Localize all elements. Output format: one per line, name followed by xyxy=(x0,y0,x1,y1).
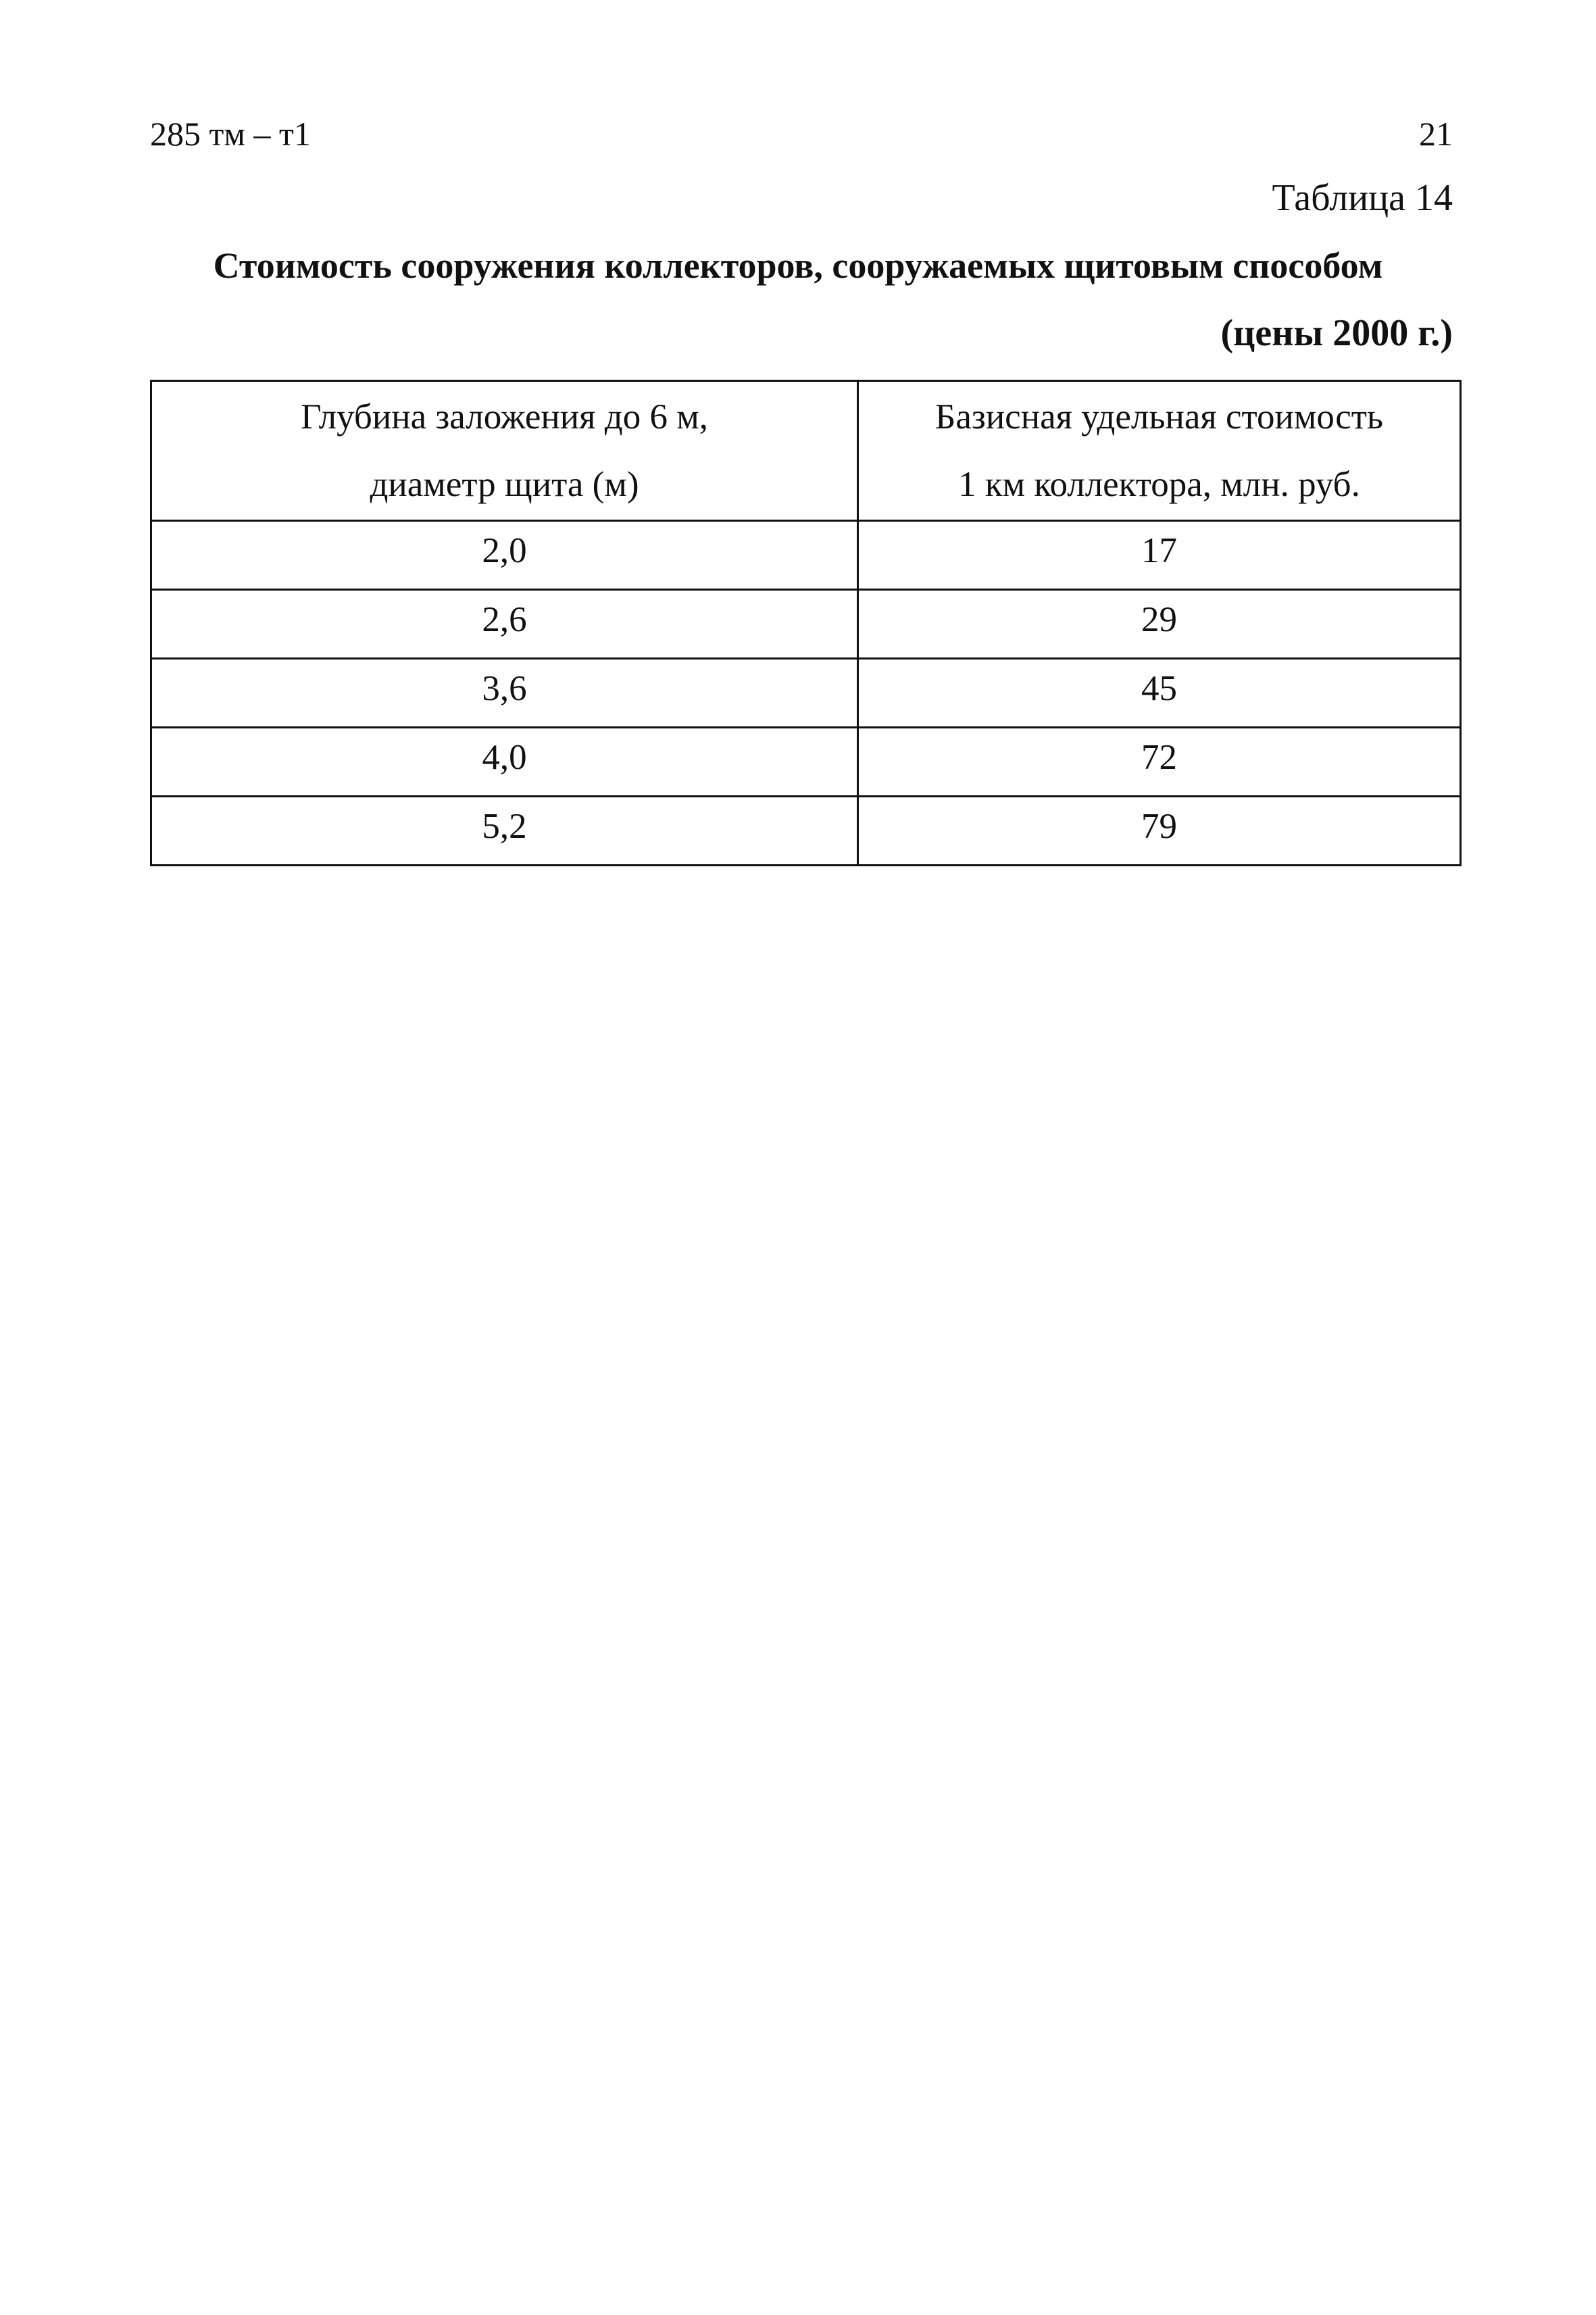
table-row xyxy=(151,797,1461,866)
cost-cell: 45 xyxy=(858,659,1461,728)
column-header-line: 1 км коллектора, млн. руб. xyxy=(958,465,1360,504)
table-row xyxy=(151,590,1461,659)
column-header-line: Глубина заложения до 6 м, xyxy=(301,397,708,437)
cost-cell: 29 xyxy=(858,590,1461,659)
cost-cell: 79 xyxy=(858,797,1461,866)
cost-table xyxy=(150,380,1462,866)
diameter-cell: 2,6 xyxy=(151,590,858,659)
table-number-label: Таблица 14 xyxy=(1272,177,1453,219)
document-code: 285 тм – т1 xyxy=(150,115,311,153)
table-header-row xyxy=(151,381,1461,521)
cost-cell: 72 xyxy=(858,728,1461,797)
diameter-cell: 2,0 xyxy=(151,521,858,590)
table-row xyxy=(151,521,1461,590)
diameter-cell: 5,2 xyxy=(151,797,858,866)
page-number: 21 xyxy=(1419,115,1453,153)
diameter-cell: 4,0 xyxy=(151,728,858,797)
table-row xyxy=(151,659,1461,728)
cost-cell: 17 xyxy=(858,521,1461,590)
diameter-cell: 3,6 xyxy=(151,659,858,728)
column-header-line: Базисная удельная стоимость xyxy=(934,397,1384,437)
column-header-line: диаметр щита (м) xyxy=(370,465,639,504)
price-year-note: (цены 2000 г.) xyxy=(1220,312,1453,354)
table-row xyxy=(151,728,1461,797)
column-header-cost xyxy=(858,381,1461,521)
table-title: Стоимость сооружения коллекторов, сооружаемых щитовым способом xyxy=(213,245,1383,286)
column-header-diameter xyxy=(151,381,858,521)
